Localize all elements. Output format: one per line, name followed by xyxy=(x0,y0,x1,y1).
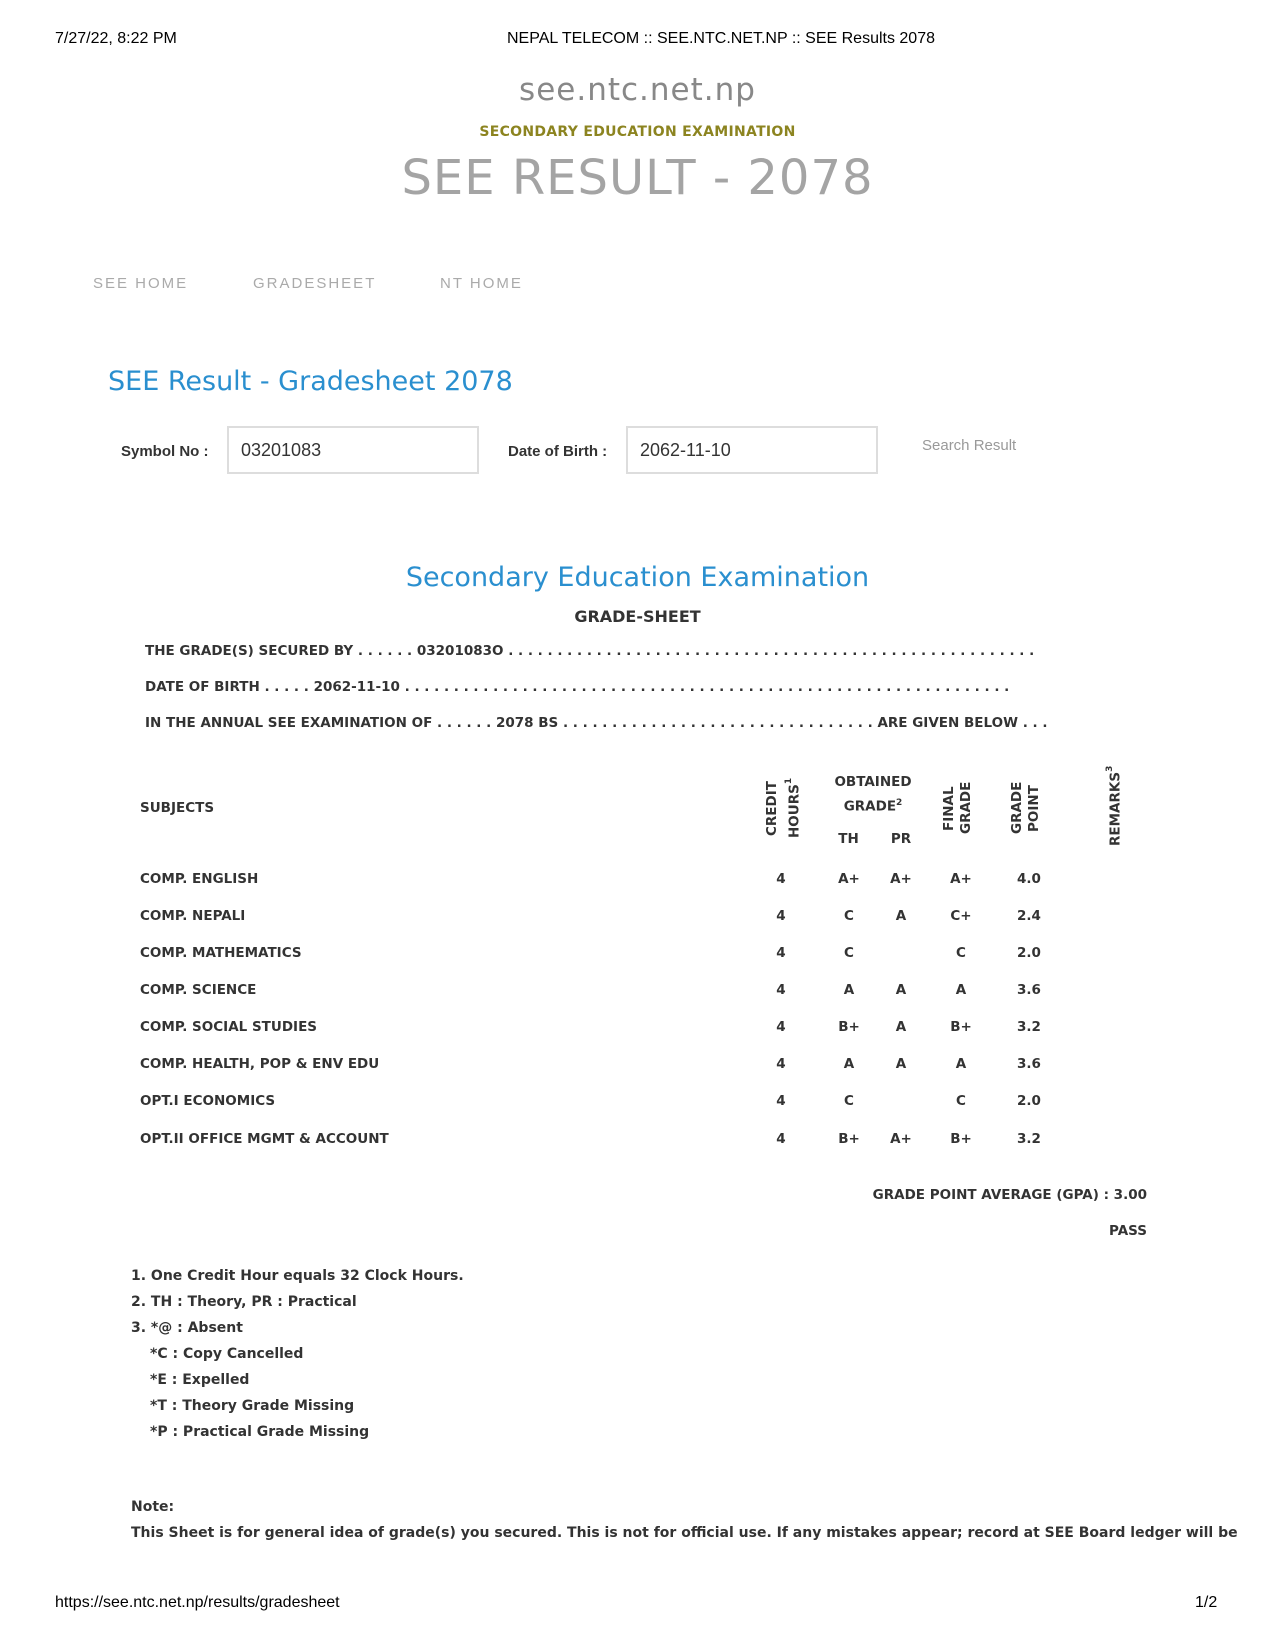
row-gp: 3.6 xyxy=(1017,982,1041,998)
row-subject: COMP. HEALTH, POP & ENV EDU xyxy=(140,1056,380,1072)
row-pr: A xyxy=(895,1019,907,1035)
gradesheet-subtitle: GRADE-SHEET xyxy=(574,607,701,626)
header-subjects: SUBJECTS xyxy=(140,800,215,816)
row-th: B+ xyxy=(838,1131,860,1147)
print-datetime: 7/27/22, 8:22 PM xyxy=(55,30,177,47)
row-th: A+ xyxy=(838,871,860,887)
dob-label: Date of Birth : xyxy=(508,443,608,460)
footnote-2: 2. TH : Theory, PR : Practical xyxy=(131,1294,357,1310)
row-gp: 2.0 xyxy=(1017,1093,1041,1109)
row-subject: COMP. SOCIAL STUDIES xyxy=(140,1019,318,1035)
footnote-3: 3. *@ : Absent xyxy=(131,1320,243,1336)
row-credit: 4 xyxy=(776,908,786,924)
row-final: B+ xyxy=(950,1019,972,1035)
row-final: C xyxy=(956,945,966,961)
row-subject: COMP. SCIENCE xyxy=(140,982,257,998)
row-gp: 4.0 xyxy=(1017,871,1041,887)
footnote-1: 1. One Credit Hour equals 32 Clock Hours. xyxy=(131,1268,464,1284)
secured-by-line: THE GRADE(S) SECURED BY . . . . . . 03201083O . . . . . . . . . . . . . . . . . . . . . . . . . . . . . . . . . . . . . . . . . . . . . . . . . . . . . . xyxy=(145,643,1035,659)
exam-line: IN THE ANNUAL SEE EXAMINATION OF . . . . . . 2078 BS . . . . . . . . . . . . . . . . . . . . . . . . . . . . . . . . ARE GIVEN BELOW . . . xyxy=(145,715,1048,731)
section-title: SEE Result - Gradesheet 2078 xyxy=(108,366,513,397)
symbol-no-label: Symbol No : xyxy=(121,443,209,460)
footnote-expelled: *E : Expelled xyxy=(150,1372,250,1388)
header-final-grade: FINAL GRADE xyxy=(941,781,974,834)
row-credit: 4 xyxy=(776,982,786,998)
row-credit: 4 xyxy=(776,871,786,887)
dob-line: DATE OF BIRTH . . . . . 2062-11-10 . . . . . . . . . . . . . . . . . . . . . . . . . . . . . . . . . . . . . . . . . . . . . . . . . . . . . . . . . . . . . . xyxy=(145,679,1010,695)
symbol-no-input[interactable] xyxy=(227,426,479,474)
result-status: PASS xyxy=(1109,1223,1147,1239)
row-final: A xyxy=(955,1056,967,1072)
row-th: A xyxy=(843,982,855,998)
header-remarks: REMARKS$^3$ xyxy=(1105,765,1124,846)
site-title: SEE RESULT - 2078 xyxy=(401,150,874,206)
header-grade-point: GRADE POINT xyxy=(1009,781,1042,834)
row-th: C xyxy=(844,1093,854,1109)
search-result-button[interactable]: Search Result xyxy=(922,437,1017,454)
site-name: see.ntc.net.np xyxy=(519,72,756,108)
row-final: C xyxy=(956,1093,966,1109)
print-page-number: 1/2 xyxy=(1195,1594,1218,1611)
row-gp: 3.2 xyxy=(1017,1019,1041,1035)
nav-see-home[interactable]: SEE HOME xyxy=(93,275,189,292)
print-url: https://see.ntc.net.np/results/gradesheet xyxy=(55,1594,340,1611)
footnote-copy-cancelled: *C : Copy Cancelled xyxy=(150,1346,304,1362)
row-subject: COMP. MATHEMATICS xyxy=(140,945,302,961)
footnote-practical-missing: *P : Practical Grade Missing xyxy=(150,1424,370,1440)
row-subject: COMP. NEPALI xyxy=(140,908,246,924)
row-subject: OPT.II OFFICE MGMT & ACCOUNT xyxy=(140,1131,389,1147)
row-subject: OPT.I ECONOMICS xyxy=(140,1093,276,1109)
note-text: This Sheet is for general idea of grade(s) you secured. This is not for official use. If any mistakes appear; record at SEE Board ledger will be xyxy=(131,1525,1238,1541)
dob-input[interactable] xyxy=(626,426,878,474)
row-th: C xyxy=(844,945,854,961)
row-pr: A xyxy=(895,908,907,924)
row-pr: A+ xyxy=(890,1131,912,1147)
nav-nt-home[interactable]: NT HOME xyxy=(440,275,523,292)
row-final: C+ xyxy=(950,908,972,924)
row-credit: 4 xyxy=(776,1019,786,1035)
row-credit: 4 xyxy=(776,1131,786,1147)
row-credit: 4 xyxy=(776,1093,786,1109)
row-gp: 2.0 xyxy=(1017,945,1041,961)
header-obtained-grade: OBTAINED GRADE$^2$ xyxy=(834,774,912,815)
row-th: C xyxy=(844,908,854,924)
row-th: A xyxy=(843,1056,855,1072)
footnote-theory-missing: *T : Theory Grade Missing xyxy=(150,1398,355,1414)
header-pr: PR xyxy=(890,831,912,847)
row-gp: 3.2 xyxy=(1017,1131,1041,1147)
gradesheet-title: Secondary Education Examination xyxy=(405,562,870,593)
row-pr: A xyxy=(895,982,907,998)
row-pr: A+ xyxy=(890,871,912,887)
row-th: B+ xyxy=(838,1019,860,1035)
row-subject: COMP. ENGLISH xyxy=(140,871,259,887)
row-final: A xyxy=(955,982,967,998)
header-th: TH xyxy=(838,831,859,847)
print-page-title: NEPAL TELECOM :: SEE.NTC.NET.NP :: SEE Results 2078 xyxy=(507,30,935,47)
header-credit-hours: CREDIT HOURS$^1$ xyxy=(764,777,803,838)
gpa-line: GRADE POINT AVERAGE (GPA) : 3.00 xyxy=(872,1187,1147,1203)
site-subtitle: SECONDARY EDUCATION EXAMINATION xyxy=(479,124,796,140)
row-gp: 2.4 xyxy=(1017,908,1041,924)
row-credit: 4 xyxy=(776,1056,786,1072)
row-final: A+ xyxy=(950,871,972,887)
row-credit: 4 xyxy=(776,945,786,961)
row-final: B+ xyxy=(950,1131,972,1147)
row-gp: 3.6 xyxy=(1017,1056,1041,1072)
note-label: Note: xyxy=(131,1499,175,1515)
row-pr: A xyxy=(895,1056,907,1072)
nav-gradesheet[interactable]: GRADESHEET xyxy=(253,275,377,292)
